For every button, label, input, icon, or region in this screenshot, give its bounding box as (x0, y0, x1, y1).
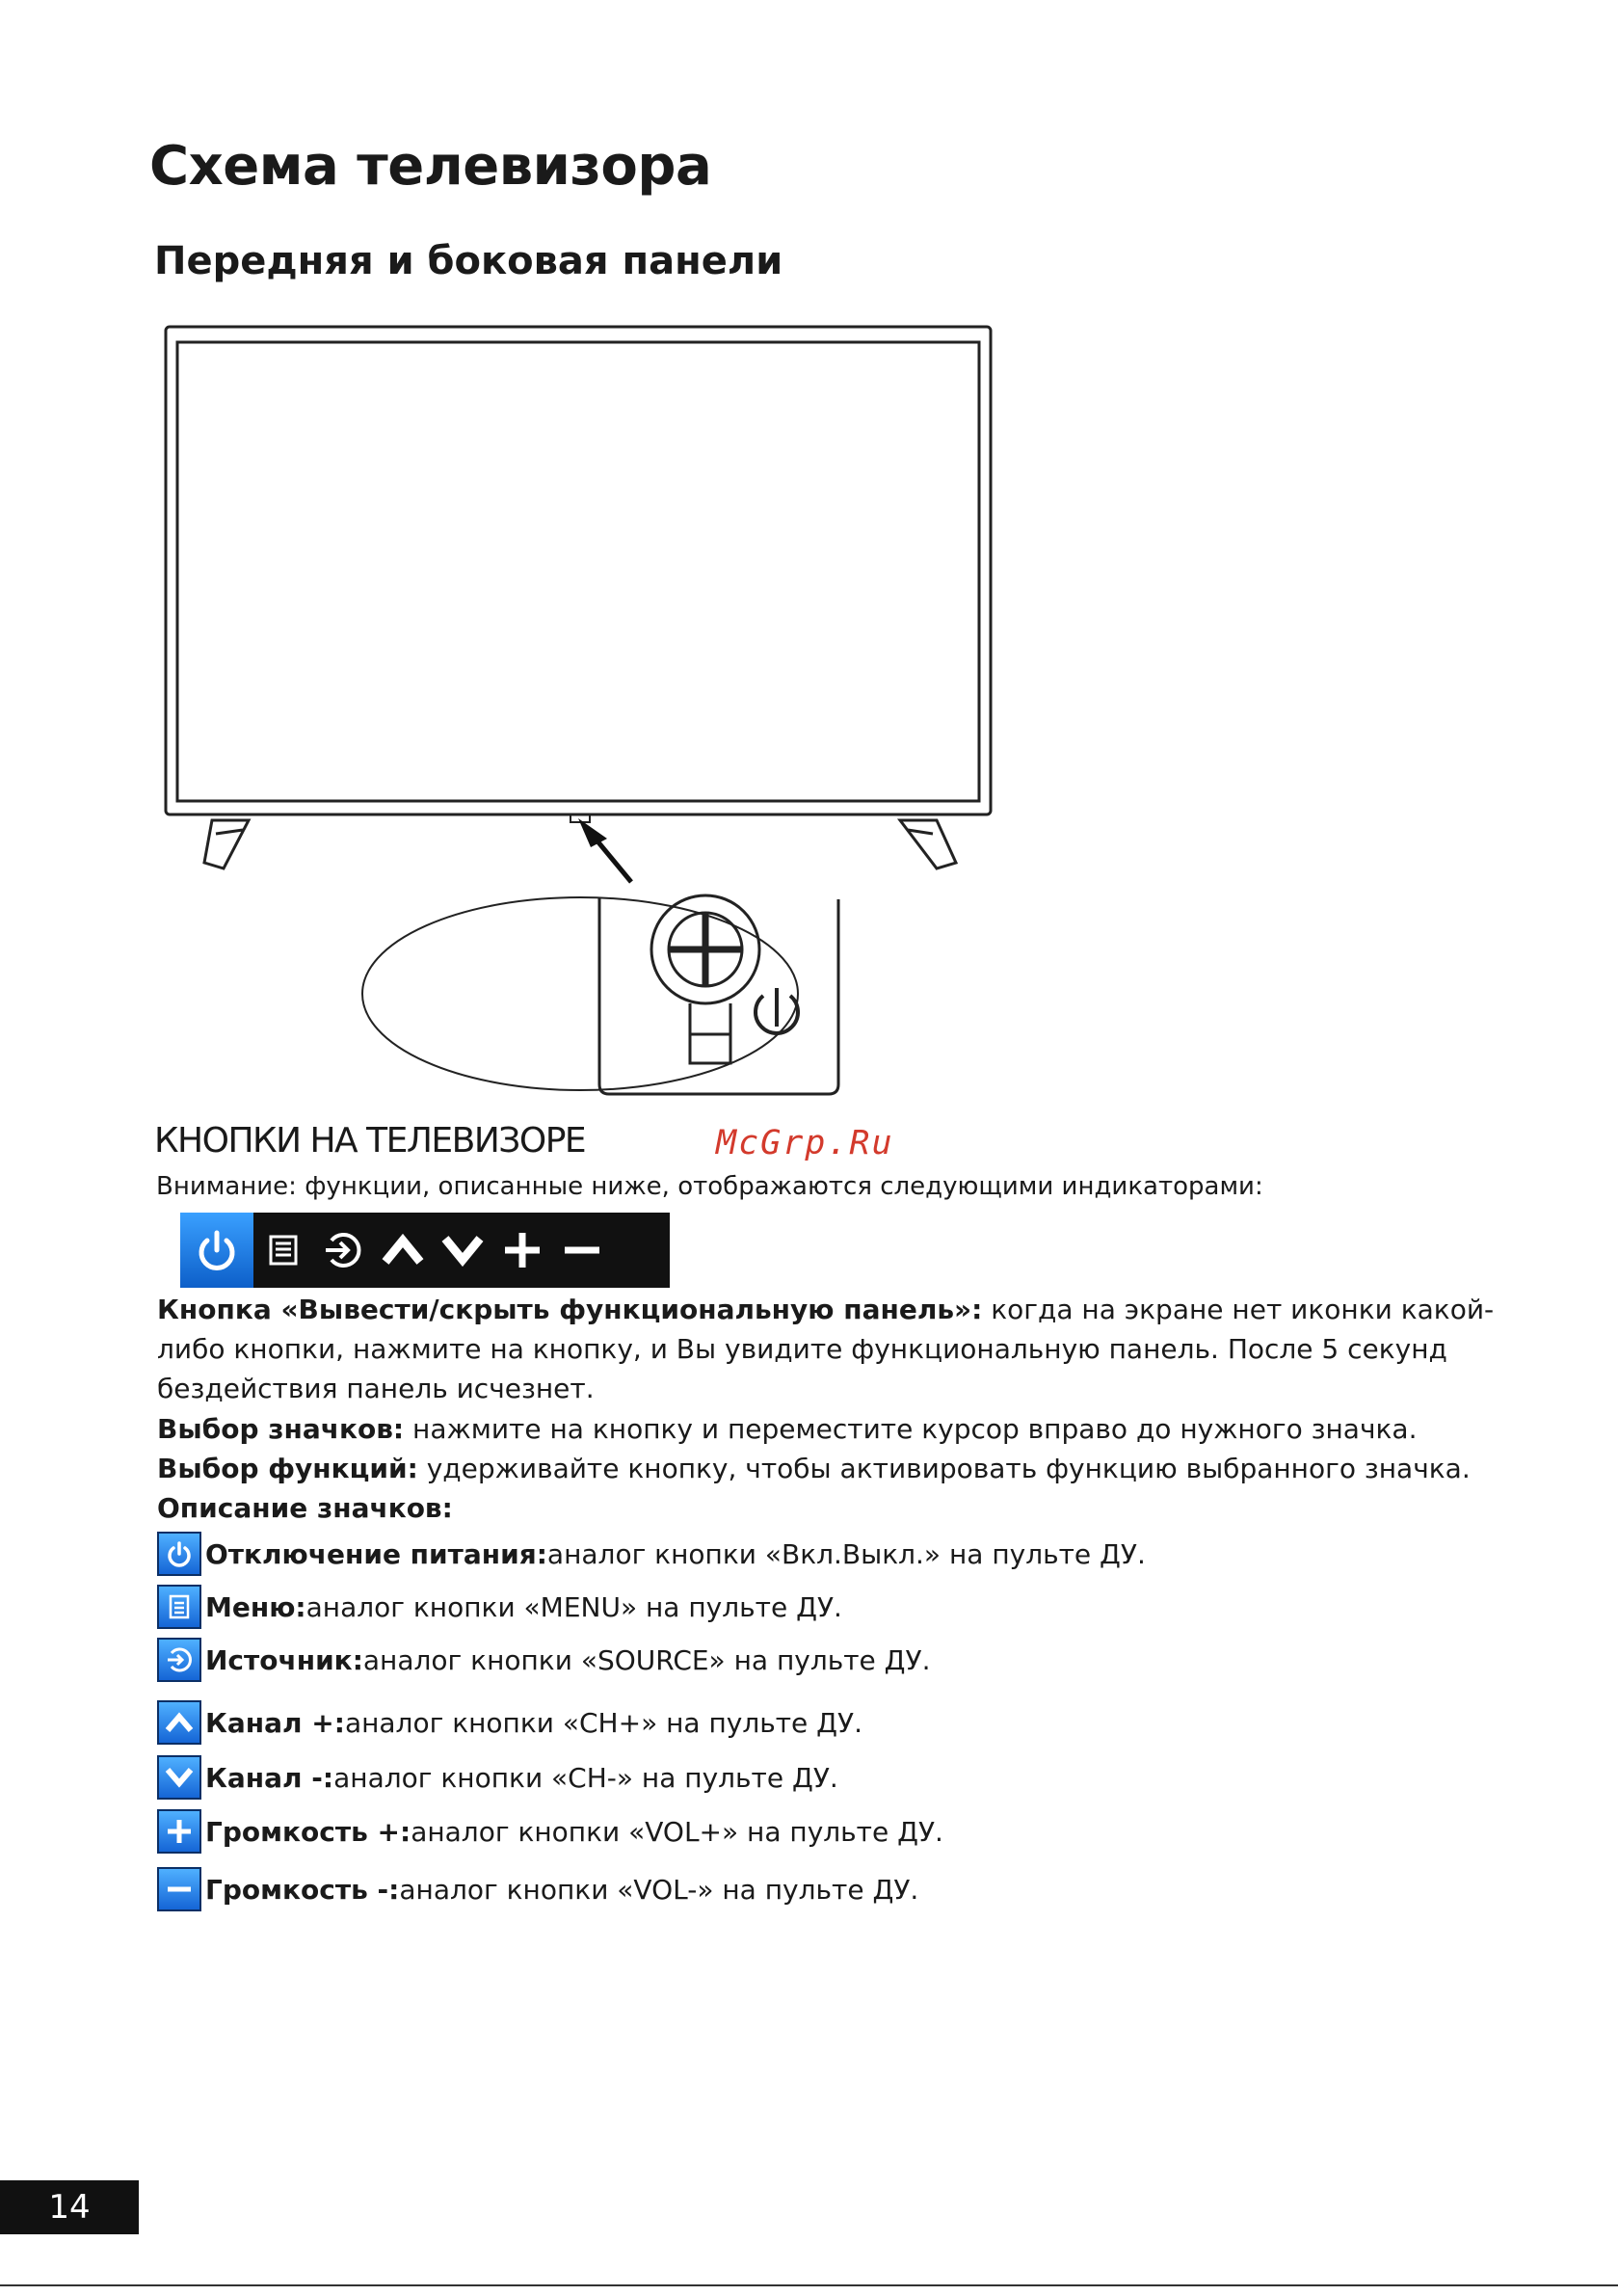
volume-up-icon (157, 1809, 201, 1854)
power-icon (157, 1532, 201, 1576)
legend-item-channel-down: Канал -: аналог кнопки «CH-» на пульте ДУ. (157, 1752, 838, 1802)
tv-screen (177, 342, 979, 801)
menu-icon (253, 1213, 313, 1288)
bottom-rule (0, 2284, 1618, 2286)
right-foot (900, 820, 956, 868)
panel-toggle-paragraph: Кнопка «Вывести/скрыть функциональную панель»: когда на экране нет иконки какой-либо кнопки, нажмите на кнопку, и Вы увидите функциональную панель. После 5 секунд бездействия панель исчезнет. (157, 1294, 1495, 1404)
icon-selection-paragraph: Выбор значков: нажмите на кнопку и переместите курсор вправо до нужного значка. (157, 1413, 1418, 1445)
volume-down-icon (157, 1867, 201, 1911)
legend-item-volume-down: Громкость -: аналог кнопки «VOL-» на пульте ДУ. (157, 1864, 918, 1914)
legend-item-menu: Меню: аналог кнопки «MENU» на пульте ДУ. (157, 1582, 842, 1632)
channel-down-icon (157, 1755, 201, 1800)
menu-icon (157, 1585, 201, 1629)
tv-diagram (154, 313, 1021, 1113)
volume-up-icon (492, 1213, 552, 1288)
legend-item-volume-up: Громкость +: аналог кнопки «VOL+» на пульте ДУ. (157, 1806, 943, 1856)
source-icon (157, 1638, 201, 1682)
pointer-arrow (578, 818, 631, 882)
channel-down-icon (433, 1213, 492, 1288)
icon-strip (180, 1213, 670, 1288)
legend-item-power: Отключение питания: аналог кнопки «Вкл.Выкл.» на пульте ДУ. (157, 1529, 1146, 1579)
buttons-heading: КНОПКИ НА ТЕЛЕВИЗОРЕ (154, 1121, 586, 1161)
legend-item-channel-up: Канал +: аналог кнопки «CH+» на пульте ДУ. (157, 1697, 862, 1748)
volume-down-icon (552, 1213, 612, 1288)
left-foot (204, 820, 249, 868)
attention-note: Внимание: функции, описанные ниже, отображаются следующими индикаторами: (156, 1172, 1263, 1201)
section-title: Передняя и боковая панели (154, 239, 783, 283)
legend-item-source: Источник: аналог кнопки «SOURCE» на пульте ДУ. (157, 1635, 931, 1685)
source-icon (313, 1213, 373, 1288)
icon-description-heading: Описание значков: (157, 1492, 453, 1524)
tv-frame (166, 327, 991, 814)
power-icon (180, 1213, 253, 1288)
page-title: Схема телевизора (149, 135, 712, 198)
power-symbol (756, 988, 798, 1033)
zoom-detail (362, 895, 838, 1094)
function-selection-paragraph: Выбор функций: удерживайте кнопку, чтобы активировать функцию выбранного значка. (157, 1453, 1471, 1484)
channel-up-icon (157, 1700, 201, 1745)
watermark: McGrp.Ru (716, 1124, 894, 1162)
page-number: 14 (0, 2180, 139, 2234)
channel-up-icon (373, 1213, 433, 1288)
